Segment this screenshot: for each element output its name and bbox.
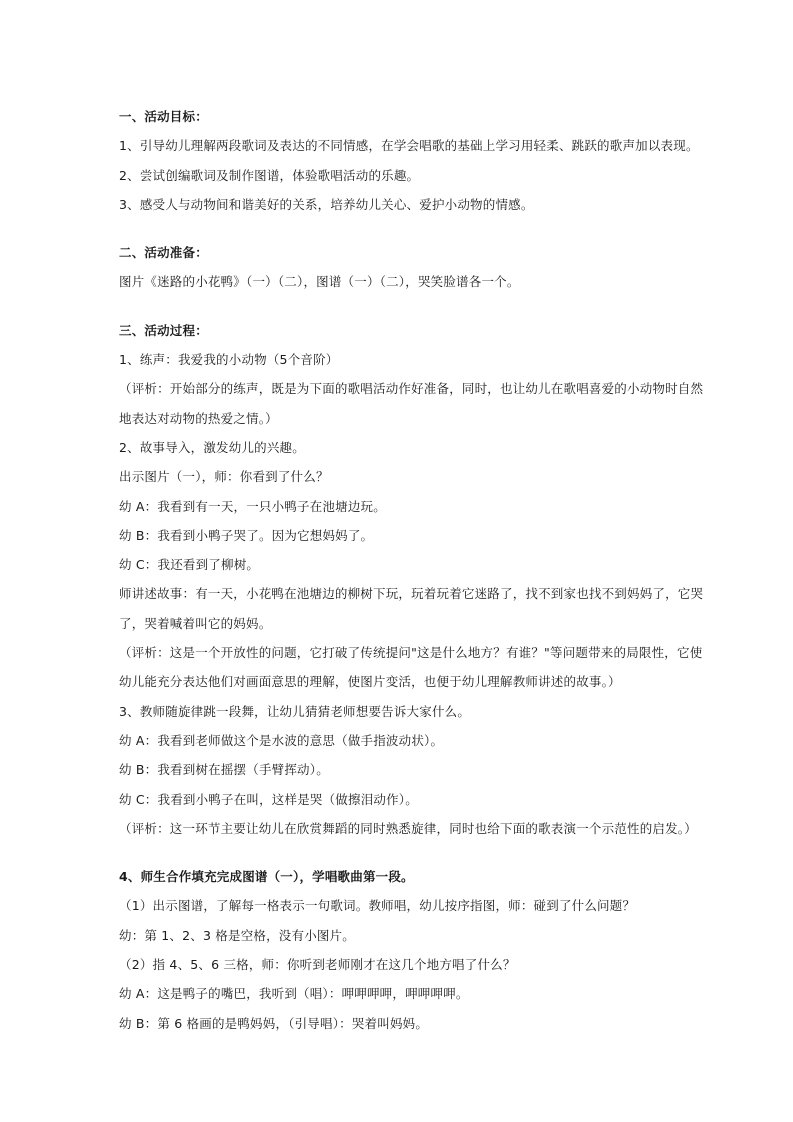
paragraph: 3、感受人与动物间和谐美好的关系，培养幼儿关心、爱护小动物的情感。 xyxy=(119,196,534,212)
paragraph: （2）指 4、5、6 三格，师：你听到老师刚才在这几个地方唱了什么？ xyxy=(119,957,516,973)
paragraph: 图片《迷路的小花鸭》（一）（二），图谱（一）（二），哭笑脸谱各一个。 xyxy=(119,274,520,290)
section-gap xyxy=(119,297,679,316)
paragraph: 幼 C：我还看到了柳树。 xyxy=(119,557,260,573)
paragraph: 3、教师随旋律跳一段舞，让幼儿猜猜老师想要告诉大家什么。 xyxy=(119,703,471,719)
section-gap xyxy=(119,219,679,238)
paragraph: 幼 B：我看到小鸭子哭了。因为它想妈妈了。 xyxy=(119,527,374,543)
paragraph: 2、故事导入，激发幼儿的兴趣。 xyxy=(119,439,305,455)
paragraph: 出示图片（一），师：你看到了什么？ xyxy=(119,469,329,485)
paragraph: 了，哭着喊着叫它的妈妈。 xyxy=(119,615,272,631)
paragraph: 幼：第 1、2、3 格是空格，没有小图片。 xyxy=(119,927,356,943)
section-heading-process: 三、活动过程： xyxy=(119,322,208,338)
paragraph: 幼 A：这是鸭子的嘴巴，我听到（唱）：呷呷呷呷，呷呷呷呷。 xyxy=(119,986,469,1002)
section-heading-goals: 一、活动目标： xyxy=(119,109,208,124)
section-heading-step-4: 4、师生合作填充完成图谱（一），学唱歌曲第一段。 xyxy=(119,869,414,885)
paragraph: 幼 C：我看到小鸭子在叫，这样是哭（做擦泪动作）。 xyxy=(119,791,418,807)
paragraph: 地表达对动物的热爱之情。） xyxy=(119,410,278,426)
paragraph: 1、引导幼儿理解两段歌词及表达的不同情感，在学会唱歌的基础上学习用轻柔、跳跃的歌声加以表现。 xyxy=(119,138,699,154)
paragraph: 幼 B：第 6 格画的是鸭妈妈，（引导唱）：哭着叫妈妈。 xyxy=(119,1015,429,1031)
paragraph: （评析：这是一个开放性的问题，它打破了传统提问"这是什么地方？有谁？"等问题带来的局限性，它使 xyxy=(119,645,703,661)
document-page xyxy=(119,102,704,1038)
paragraph: 1、练声：我爱我的小动物（5个音阶） xyxy=(119,352,339,368)
paragraph: 幼 A：我看到老师做这个是水波的意思（做手指波动状）。 xyxy=(119,732,444,748)
paragraph: 师讲述故事：有一天，小花鸭在池塘边的柳树下玩，玩着玩着它迷路了，找不到家也找不到妈妈了，它哭 xyxy=(119,586,704,602)
paragraph: 幼儿能充分表达他们对画面意思的理解，使图片变活，也便于幼儿理解教师讲述的故事。） xyxy=(119,674,621,690)
paragraph: （1）出示图谱，了解每一格表示一句歌词。教师唱，幼儿按序指图，师：碰到了什么问题？ xyxy=(119,898,636,914)
section-heading-preparation: 二、活动准备： xyxy=(119,245,208,261)
section-gap xyxy=(119,843,679,862)
paragraph: 2、尝试创编歌词及制作图谱，体验歌唱活动的乐趣。 xyxy=(119,167,420,183)
paragraph: （评析：这一环节主要让幼儿在欣赏舞蹈的同时熟悉旋律，同时也给下面的歌表演一个示范性的启发。） xyxy=(119,820,697,836)
paragraph: 幼 B：我看到树在摇摆（手臂挥动）。 xyxy=(119,762,329,778)
paragraph: （评析：开始部分的练声，既是为下面的歌唱活动作好准备，同时，也让幼儿在歌唱喜爱的小动物时自然 xyxy=(119,381,704,397)
paragraph: 幼 A：我看到有一天，一只小鸭子在池塘边玩。 xyxy=(119,498,386,514)
